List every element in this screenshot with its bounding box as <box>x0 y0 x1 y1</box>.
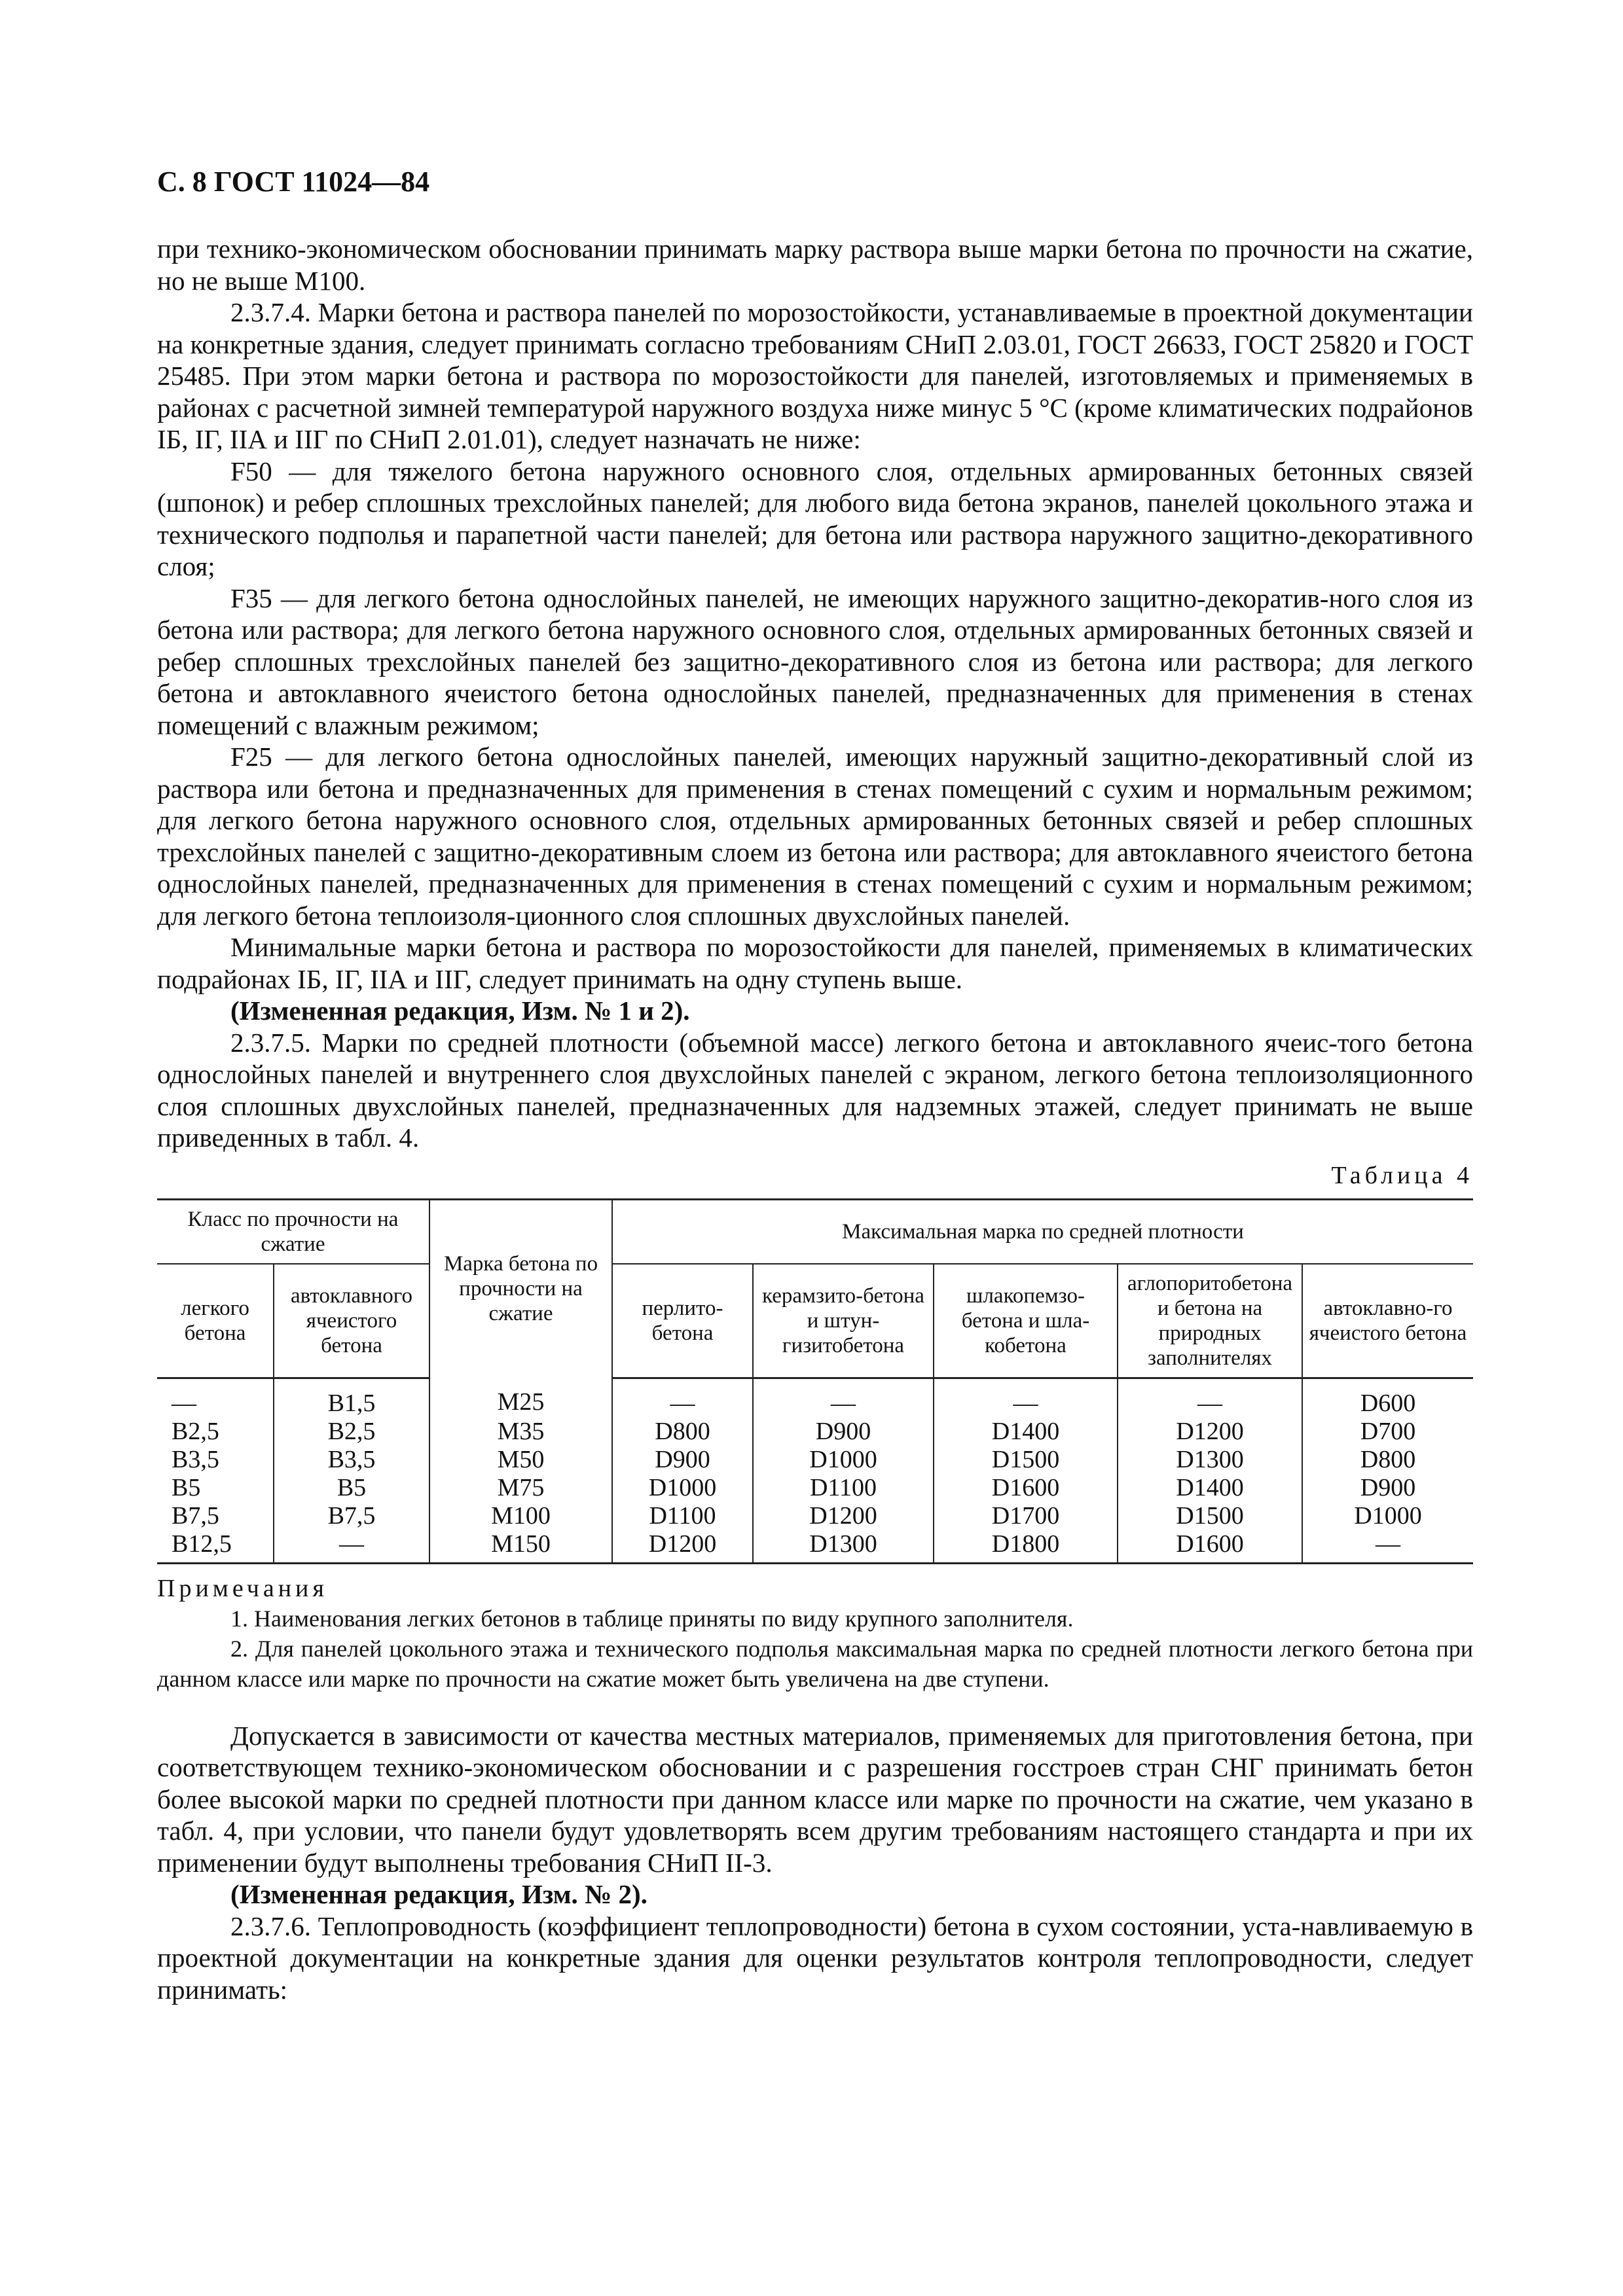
header-slag-concrete: шлакопемзо-бетона и шла-кобетона <box>934 1264 1118 1378</box>
page-header: С. 8 ГОСТ 11024—84 <box>157 166 430 198</box>
paragraph-2-3-7-6: 2.3.7.6. Теплопроводность (коэффициент теплопроводности) бетона в сухом состоянии, уста-навливаемую в проектной документации на конкретные здания для оценки результатов контроля теплопроводности, следует принимать: <box>157 1910 1473 2005</box>
header-keramzit-concrete: керамзито-бетона и штун-гизитобетона <box>753 1264 934 1378</box>
table-cell: D900 <box>612 1446 753 1474</box>
header-max-density-mark: Максимальная марка по средней плотности <box>612 1199 1473 1264</box>
table-cell: D1100 <box>612 1502 753 1530</box>
table-cell: D1300 <box>1118 1446 1302 1474</box>
header-autoclave-cellular: автоклавного ячеистого бетона <box>274 1264 429 1378</box>
table-4 <box>157 1198 1473 1564</box>
table-cell: D900 <box>753 1418 934 1446</box>
table-row <box>157 1502 1473 1530</box>
table-cell: D1500 <box>934 1446 1118 1474</box>
table-cell: B1,5 <box>274 1378 429 1418</box>
table-cell: — <box>753 1378 934 1418</box>
table-cell: D1700 <box>934 1502 1118 1530</box>
header-concrete-mark: Марка бетона по прочности на сжатие <box>429 1199 612 1378</box>
table-cell: B7,5 <box>172 1501 219 1530</box>
table-cell: D800 <box>612 1418 753 1446</box>
table-cell: B5 <box>274 1474 429 1502</box>
table-cell: D1100 <box>753 1474 934 1502</box>
table-cell: D1200 <box>1118 1418 1302 1446</box>
table-cell: — <box>1118 1378 1302 1418</box>
table-cell: M150 <box>429 1530 612 1564</box>
table-cell: D1200 <box>612 1530 753 1564</box>
paragraph-2-3-7-5: 2.3.7.5. Марки по средней плотности (объемной массе) легкого бетона и автоклавного ячеис-того бетона однослойных панелей и внутреннего слоя двухслойных панелей с экраном, легкого бетона теплоизоляционного слоя сплошных двухслойных панелей, предназначенных для надземных этажей, следует принимать не выше приведенных в табл. 4. <box>157 1027 1473 1153</box>
paragraph-minimal-marks: Минимальные марки бетона и раствора по морозостойкости для панелей, применяемых в климатических подрайонах IБ, IГ, IIА и IIГ, следует принимать на одну ступень выше. <box>157 932 1473 994</box>
table-cell: D1500 <box>1118 1502 1302 1530</box>
note-1: 1. Наименования легких бетонов в таблице приняты по виду крупного заполнителя. <box>230 1605 1074 1632</box>
table-row <box>157 1474 1473 1502</box>
table-row <box>157 1378 1473 1418</box>
table-cell: B5 <box>172 1473 201 1501</box>
table-row <box>157 1418 1473 1446</box>
table-cell: D1400 <box>934 1418 1118 1446</box>
document-page <box>157 164 1473 2005</box>
header-agloporite-concrete: аглопоритобетона и бетона на природных заполнителях <box>1118 1264 1302 1378</box>
paragraph-f25: F25 — для легкого бетона однослойных панелей, имеющих наружный защитно-декоративный слой из раствора или бетона и предназначенных для применения в стенах помещений с сухим и нормальным режимом; для легкого бетона наружного основного слоя, отдельных армированных бетонных связей и ребер сплошных трехслойных панелей с защитно-декоративным слоем из бетона или раствора; для автоклавного ячеистого бетона однослойных панелей, предназначенных для применения в стенах помещений с сухим и нормальным режимом; для легкого бетона теплоизоля-ционного слоя сплошных двухслойных панелей. <box>157 742 1473 931</box>
table-cell: — <box>172 1389 196 1417</box>
spacer <box>157 1694 1473 1720</box>
table-cell: D1600 <box>934 1474 1118 1502</box>
table-cell: — <box>934 1378 1118 1418</box>
table-cell: D900 <box>1302 1474 1473 1502</box>
table-cell: D1000 <box>612 1474 753 1502</box>
table-cell: — <box>274 1530 429 1564</box>
paragraph-f35: F35 — для легкого бетона однослойных панелей, не имеющих наружного защитно-декоратив-ного слоя из бетона или раствора; для легкого бетона наружного основного слоя, отдельных армированных бетонных связей и ребер сплошных трехслойных панелей без защитно-декоративного слоя из бетона или раствора; для легкого бетона и автоклавного ячеистого бетона однослойных панелей, предназначенных для применения в стенах помещений с влажным режимом; <box>157 583 1473 740</box>
table-cell: D1000 <box>1302 1502 1473 1530</box>
note-2: 2. Для панелей цокольного этажа и технического подполья максимальная марка по средней плотности легкого бетона при данном классе или марке по прочности на сжатие может быть увеличена на две ступени. <box>157 1635 1473 1692</box>
paragraph-f50: F50 — для тяжелого бетона наружного основного слоя, отдельных армированных бетонных связей (шпонок) и ребер сплошных трехслойных панелей; для любого вида бетона экранов, панелей цокольного этажа и технического подполья и парапетной части панелей; для бетона или раствора наружного защитно-декоративного слоя; <box>157 456 1473 581</box>
table-caption: Таблица 4 <box>1331 1161 1473 1189</box>
paragraph-continuation: при технико-экономическом обосновании принимать марку раствора выше марки бетона по прочности на сжатие, но не выше М100. <box>157 234 1473 296</box>
table-cell: D1400 <box>1118 1474 1302 1502</box>
table-cell: D700 <box>1302 1418 1473 1446</box>
table-cell: — <box>1302 1530 1473 1564</box>
table-cell: M25 <box>429 1378 612 1418</box>
header-strength-class: Класс по прочности на сжатие <box>157 1199 429 1264</box>
table-cell: D600 <box>1302 1378 1473 1418</box>
amendment-note-1: (Измененная редакция, Изм. № 1 и 2). <box>230 996 690 1026</box>
table-cell: D1600 <box>1118 1530 1302 1564</box>
table-cell: D1800 <box>934 1530 1118 1564</box>
table-cell: B2,5 <box>274 1418 429 1446</box>
table-cell: M35 <box>429 1418 612 1446</box>
table-row <box>157 1530 1473 1564</box>
paragraph-2-3-7-4: 2.3.7.4. Марки бетона и раствора панелей по морозостойкости, устанавливаемые в проектной документации на конкретные здания, следует принимать согласно требованиям СНиП 2.03.01, ГОСТ 26633, ГОСТ 25820 и ГОСТ 25485. При этом марки бетона и раствора по морозостойкости для панелей, изготовляемых и применяемых в районах с расчетной зимней температурой наружного воздуха ниже минус 5 °С (кроме климатических подрайонов IБ, IГ, IIА и IIГ по СНиП 2.01.01), следует назначать не ниже: <box>157 297 1473 454</box>
table-cell: — <box>612 1378 753 1418</box>
table-cell: B2,5 <box>172 1417 219 1445</box>
table-cell: M50 <box>429 1446 612 1474</box>
header-perlite-concrete: перлито-бетона <box>612 1264 753 1378</box>
amendment-note-2: (Измененная редакция, Изм. № 2). <box>230 1879 647 1909</box>
table-cell: B7,5 <box>274 1502 429 1530</box>
table-cell: D1300 <box>753 1530 934 1564</box>
table-cell: B3,5 <box>172 1445 219 1473</box>
table-cell: M75 <box>429 1474 612 1502</box>
table-cell: M100 <box>429 1502 612 1530</box>
table-cell: D1200 <box>753 1502 934 1530</box>
header-autoclave-cellular-density: автоклавно-го ячеистого бетона <box>1302 1264 1473 1378</box>
header-light-concrete: легкого бетона <box>157 1264 274 1378</box>
table-cell: D1000 <box>753 1446 934 1474</box>
table-cell: D800 <box>1302 1446 1473 1474</box>
table-cell: B3,5 <box>274 1446 429 1474</box>
table-cell: B12,5 <box>157 1530 274 1564</box>
table-row <box>157 1446 1473 1474</box>
paragraph-allowance: Допускается в зависимости от качества местных материалов, применяемых для приготовления бетона, при соответствующем технико-экономическом обосновании и с разрешения госстроев стран СНГ принимать бетон более высокой марки по средней плотности при данном классе или марке по прочности на сжатие, чем указано в табл. 4, при условии, что панели будут удовлетворять всем другим требованиям настоящего стандарта и при их применении будут выполнены требования СНиП II-3. <box>157 1720 1473 1878</box>
notes-title: Примечания <box>157 1574 328 1602</box>
